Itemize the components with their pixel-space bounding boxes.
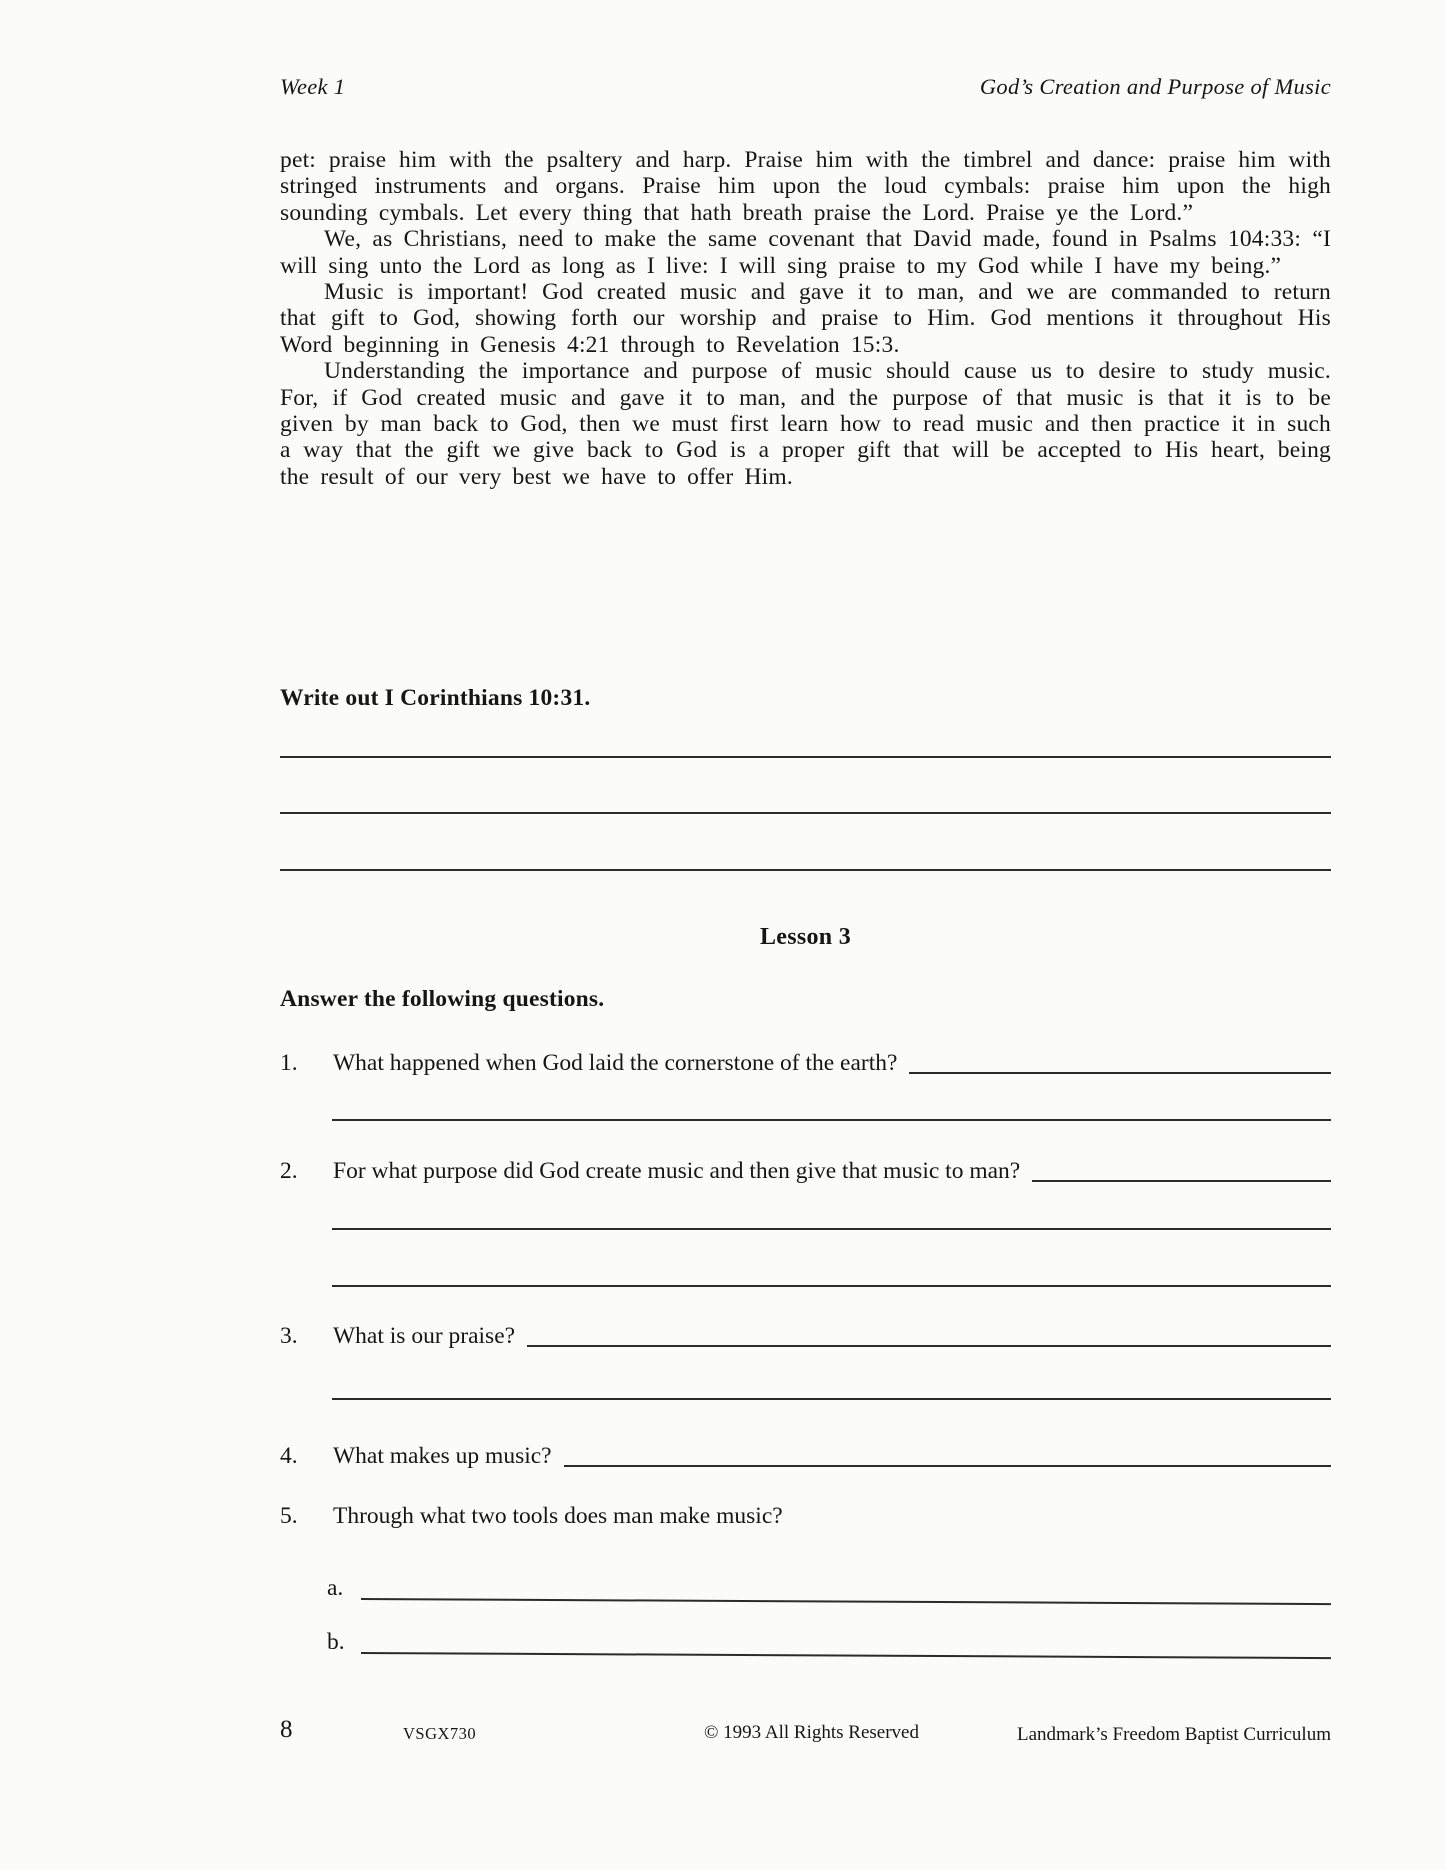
course-code: VSGX730 [403,1724,477,1743]
question-row [280,1501,1331,1531]
running-head-week: Week 1 [280,74,346,99]
question-row [280,1156,1331,1186]
answer-blank [1032,1180,1331,1182]
question-number: 3. [280,1323,298,1349]
answer-blank-line [332,1119,1331,1121]
answer-blank [361,1652,1331,1659]
question-text: What happened when God laid the cornerstone of the earth? [333,1050,898,1076]
question-row [280,1441,1331,1471]
body-paragraph: We, as Christians, need to make the same covenant that David made, found in Psalms 104:33: “I will sing unto the Lord as long as I live: I will sing praise to my God while I have my being.” [280,226,1331,279]
write-out-heading: Write out I Corinthians 10:31. [280,685,591,711]
question-number: 1. [280,1050,298,1076]
copyright-notice: © 1993 All Rights Reserved [704,1722,919,1743]
answer-blank-line [332,1285,1331,1287]
subitem-row [327,1560,1331,1602]
question-text: What makes up music? [333,1443,552,1469]
page-footer [280,1716,1331,1760]
answer-blank-line [332,1228,1331,1230]
page-number: 8 [280,1716,293,1743]
body-paragraph: Understanding the importance and purpose of music should cause us to desire to study music. For, if God created music and gave it to man, and the purpose of that music is that it is to be given by man back to God, then we must first learn how to read music and then practice it in such a way that the gift we give back to God is a proper gift that will be accepted to His heart, being the result of our very best we have to offer Him. [280,358,1331,490]
answer-blank [527,1345,1331,1347]
body-paragraph: Music is important! God created music and gave it to man, and we are commanded to return that gift to God, showing forth our worship and praise to Him. God mentions it throughout His Word beginning in Genesis 4:21 through to Revelation 15:3. [280,279,1331,358]
answer-blank-line [332,1398,1331,1400]
instructions-heading: Answer the following questions. [280,986,605,1012]
question-text: What is our praise? [333,1323,516,1349]
question-text: For what purpose did God create music and then give that music to man? [333,1158,1021,1184]
answer-blank [361,1598,1331,1605]
answer-blank [564,1465,1331,1467]
body-paragraph: pet: praise him with the psaltery and harp. Praise him with the timbrel and dance: praise him with stringed instruments and organs. Praise him upon the loud cymbals: praise him upon the high sounding cymbals. Let every thing that hath breath praise the Lord. Praise ye the Lord.” [280,147,1331,226]
running-head-title: God’s Creation and Purpose of Music [979,74,1331,99]
question-row [280,1321,1331,1351]
body-text [280,147,1331,490]
question-row [280,1048,1331,1078]
lesson-title: Lesson 3 [759,924,852,950]
answer-blank-line [280,869,1331,871]
subitem-label: a. [327,1575,344,1601]
subitem-label: b. [327,1629,345,1655]
question-number: 4. [280,1443,298,1469]
question-number: 5. [280,1503,298,1529]
answer-blank [909,1072,1331,1074]
answer-blank-line [280,756,1331,758]
publisher-name: Landmark’s Freedom Baptist Curriculum [1017,1724,1331,1745]
question-number: 2. [280,1158,298,1184]
subitem-row [327,1614,1331,1656]
answer-blank-line [280,812,1331,814]
question-text: Through what two tools does man make music? [333,1503,783,1529]
